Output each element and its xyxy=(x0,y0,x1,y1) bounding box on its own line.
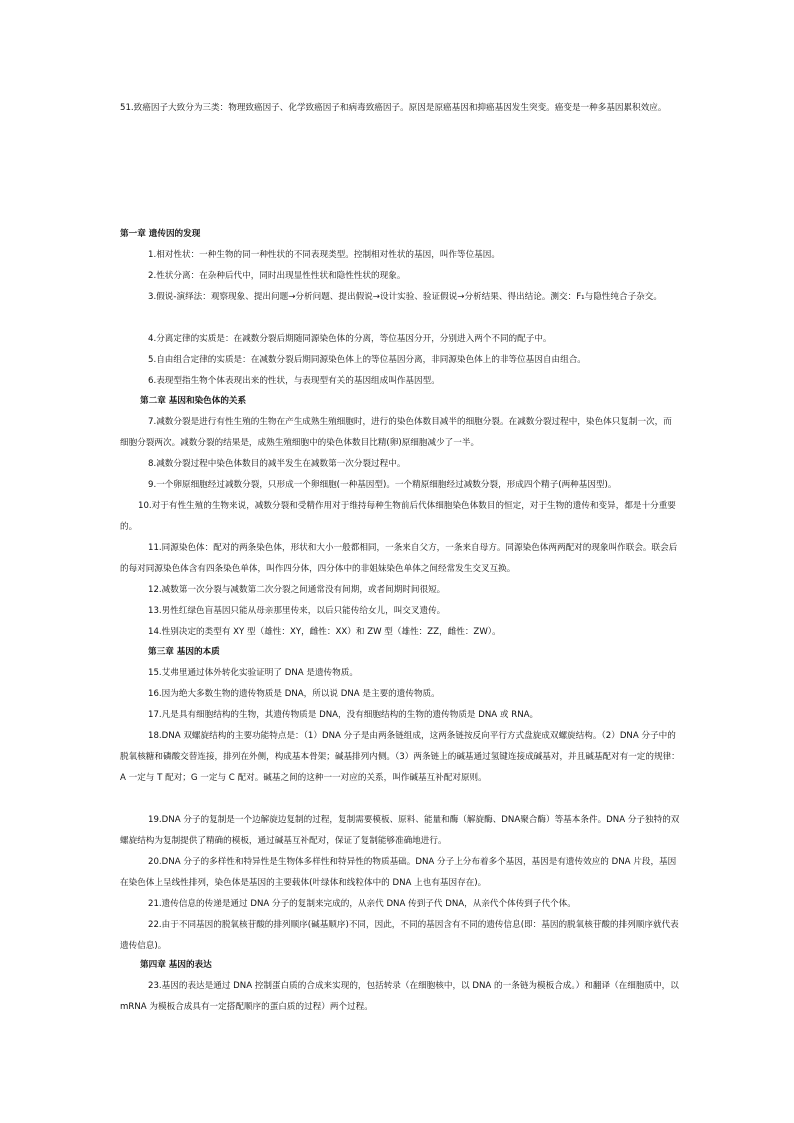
list-item: 7.减数分裂是进行有性生殖的生物在产生成熟生殖细胞时，进行的染色体数目减半的细胞分裂。在减数分裂过程中，染色体只复制一次，而细胞分裂两次。减数分裂的结果是，成熟生殖细胞中的染色体数目比精(卵)原细胞减少了一半。 xyxy=(120,417,672,448)
chapter-2-heading: 第二章 基因和染色体的关系 xyxy=(140,396,247,406)
list-item: 22.由于不同基因的脱氧核苷酸的排列顺序(碱基顺序)不同，因此，不同的基因含有不同的遗传信息(即：基因的脱氧核苷酸的排列顺序就代表遗传信息)。 xyxy=(120,920,679,951)
list-item: 6.表现型指生物个体表现出来的性状，与表现型有关的基因组成叫作基因型。 xyxy=(148,376,440,386)
list-item: 12.减数第一次分裂与减数第二次分裂之间通常没有间期，或者间期时间很短。 xyxy=(148,585,446,595)
list-item: 18.DNA 双螺旋结构的主要功能特点是：（1）DNA 分子是由两条链组成，这两条链按反向平行方式盘旋成双螺旋结构。（2）DNA 分子中的脱氧核糖和磷酸交替连接，排列在外侧，构成基本骨架；碱基排列内侧。（3）两条链上的碱基通过氢键连接成碱基对，并且碱基配对有一定的规律：A 一定与 T 配对；G 一定与 C 配对。碱基之间的这种一一对应的关系，叫作碱基互补配对原则。 xyxy=(120,731,680,783)
chapter-4-heading: 第四章 基因的表达 xyxy=(140,960,212,970)
list-item: 23.基因的表达是通过 DNA 控制蛋白质的合成来实现的，包括转录（在细胞核中，以 DNA 的一条链为模板合成。）和翻译（在细胞质中，以 mRNA 为模板合成具有一定搭配顺序的蛋白质的过程）两个过程。 xyxy=(120,981,679,1012)
list-item: 4.分离定律的实质是：在减数分裂后期随同源染色体的分离，等位基因分开，分别进入两个不同的配子中。 xyxy=(148,334,552,344)
list-item: 11.同源染色体：配对的两条染色体，形状和大小一般都相同，一条来自父方，一条来自母方。同源染色体两两配对的现象叫作联会。联会后的每对同源染色体含有四条染色单体，叫作四分体，四分体中的非姐妹染色单体之间经常发生交叉互换。 xyxy=(120,543,678,574)
list-item: 3.假说-演绎法：观察现象、提出问题→分析问题、提出假说→设计实验、验证假说→分析结果、得出结论。测交：F₁与隐性纯合子杂交。 xyxy=(148,292,662,302)
list-item: 2.性状分离：在杂种后代中，同时出现显性性状和隐性性状的现象。 xyxy=(148,271,406,281)
list-item: 10.对于有性生殖的生物来说，减数分裂和受精作用对于维持每种生物前后代体细胞染色体数目的恒定，对于生物的遗传和变异，都是十分重要的。 xyxy=(120,501,676,532)
chapter-1-heading: 第一章 遗传因的发现 xyxy=(120,229,201,239)
list-item: 5.自由组合定律的实质是：在减数分裂后期同源染色体上的等位基因分离，非同源染色体上的非等位基因自由组合。 xyxy=(148,355,586,365)
list-item: 1.相对性状：一种生物的同一种性状的不同表现类型。控制相对性状的基因，叫作等位基因。 xyxy=(148,250,500,260)
chapter-3-heading: 第三章 基因的本质 xyxy=(148,647,220,657)
list-item: 17.凡是具有细胞结构的生物，其遗传物质是 DNA，没有细胞结构的生物的遗传物质是 DNA 或 RNA。 xyxy=(148,710,539,720)
list-item: 9.一个卵原细胞经过减数分裂，只形成一个卵细胞(一种基因型)。一个精原细胞经过减数分裂，形成四个精子(两种基因型)。 xyxy=(148,480,617,490)
list-item: 14.性别决定的类型有 XY 型（雄性：XY，雌性：XX）和 ZW 型（雄性：ZZ，雌性：ZW）。 xyxy=(148,627,501,637)
list-item: 20.DNA 分子的多样性和特异性是生物体多样性和特异性的物质基础。DNA 分子上分布着多个基因，基因是有遗传效应的 DNA 片段，基因在染色体上呈线性排列，染色体是基因的主要载体(叶绿体和线粒体中的 DNA 上也有基因存在)。 xyxy=(120,857,677,888)
list-item: 19.DNA 分子的复制是一个边解旋边复制的过程，复制需要模板、原料、能量和酶（解旋酶、DNA聚合酶）等基本条件。DNA 分子独特的双螺旋结构为复制提供了精确的模板，通过碱基互补配对，保证了复制能够准确地进行。 xyxy=(120,815,680,846)
list-item: 15.艾弗里通过体外转化实验证明了 DNA 是遗传物质。 xyxy=(148,668,358,678)
list-item: 13.男性红绿色盲基因只能从母亲那里传来，以后只能传给女儿，叫交叉遗传。 xyxy=(148,606,446,616)
list-item: 16.因为绝大多数生物的遗传物质是 DNA，所以说 DNA 是主要的遗传物质。 xyxy=(148,689,440,699)
list-item: 21.遗传信息的传递是通过 DNA 分子的复制来完成的，从亲代 DNA 传到子代 DNA，从亲代个体传到子代个体。 xyxy=(148,899,576,909)
list-item: 8.减数分裂过程中染色体数目的减半发生在减数第一次分裂过程中。 xyxy=(148,459,406,469)
intro-paragraph: 51.致癌因子大致分为三类：物理致癌因子、化学致癌因子和病毒致癌因子。原因是原癌基因和抑癌基因发生突变。癌变是一种多基因累积效应。 xyxy=(120,103,667,113)
